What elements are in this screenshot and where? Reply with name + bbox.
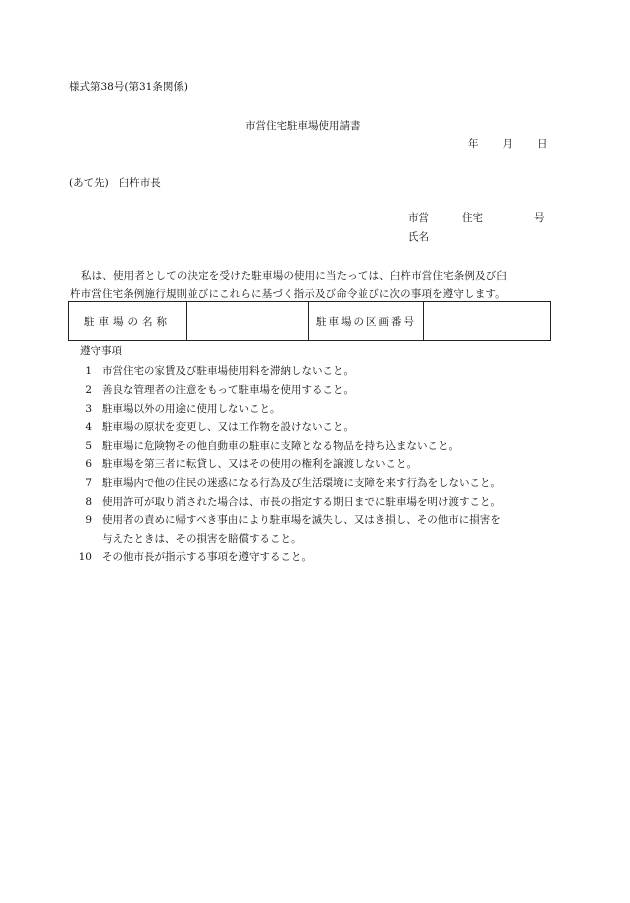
list-item: [70, 385, 354, 396]
rule-number: 7: [85, 477, 92, 489]
rule-number: 1: [85, 365, 92, 377]
applicant-address-line: [408, 213, 545, 224]
parking-name-label: 駐車場の名称: [69, 302, 187, 341]
pledge-paragraph: [70, 267, 555, 303]
applicant-name-label: 氏名: [408, 231, 429, 243]
rule-number: 5: [85, 440, 92, 452]
rules-heading: 遵守事項: [80, 345, 122, 357]
rule-text: 駐車場内で他の住民の迷惑になる行為及び生活環境に支障を来す行為をしないこと。: [102, 477, 501, 489]
rule-number: 8: [85, 496, 92, 508]
list-item: [70, 552, 312, 563]
parking-info-table: [68, 301, 551, 341]
list-item: [70, 404, 281, 415]
parking-name-field[interactable]: [187, 302, 309, 341]
rule-text: 駐車場以外の用途に使用しないこと。: [102, 403, 281, 415]
rule-number: 2: [85, 384, 92, 396]
parking-space-number-label: 駐車場の区画番号: [309, 302, 424, 341]
form-number: 様式第38号(第31条関係): [69, 81, 188, 93]
date-day-label: 日: [537, 138, 548, 150]
rule-text: 駐車場の原状を変更し、又は工作物を設けないこと。: [102, 421, 354, 433]
applicant-municipal-label: 市営: [408, 212, 429, 224]
pledge-line-2: 杵市営住宅条例施行規則並びにこれらに基づく指示及び命令並びに次の事項を遵守します。: [70, 288, 506, 300]
rule-text: 善良な管理者の注意をもって駐車場を使用すること。: [102, 384, 354, 396]
date-month-label: 月: [502, 138, 513, 150]
rule-number: 3: [85, 403, 92, 415]
date-year-label: 年: [468, 138, 479, 150]
pledge-line-1: 私は、使用者としての決定を受けた駐車場の使用に当たっては、臼杵市営住宅条例及び臼: [81, 270, 507, 282]
rule-number: 4: [85, 421, 92, 433]
list-item: [70, 497, 501, 508]
rule-number: 6: [85, 458, 92, 470]
document-title: 市営住宅駐車場使用請書: [245, 120, 361, 132]
list-item: [70, 478, 501, 489]
rule-text: 駐車場を第三者に転貸し、又はその使用の権利を譲渡しないこと。: [102, 458, 417, 470]
rule-text: 使用者の責めに帰すべき事由により駐車場を滅失し、又はき損し、その他市に損害を: [102, 514, 501, 526]
list-item: [70, 515, 501, 526]
applicant-housing-label: 住宅: [462, 212, 483, 224]
applicant-number-label: 号: [534, 212, 545, 224]
list-item-continuation: 与えたときは、その損害を賠償すること。: [102, 533, 302, 545]
rule-text: 使用許可が取り消された場合は、市長の指定する期日までに駐車場を明け渡すこと。: [102, 496, 501, 508]
date-line: [468, 139, 548, 150]
list-item: [70, 422, 354, 433]
list-item: [70, 441, 459, 452]
list-item: [70, 459, 417, 470]
list-item: [70, 366, 354, 377]
addressee-name: 臼杵市長: [118, 177, 161, 189]
parking-space-number-field[interactable]: [424, 302, 551, 341]
rule-text: 駐車場に危険物その他自動車の駐車に支障となる物品を持ち込まないこと。: [102, 440, 459, 452]
addressee-prefix: (あて先): [69, 177, 109, 189]
addressee: [69, 178, 161, 189]
rule-number: 9: [85, 514, 92, 526]
rule-text: その他市長が指示する事項を遵守すること。: [102, 551, 312, 563]
rule-text: 市営住宅の家賃及び駐車場使用料を滞納しないこと。: [102, 365, 354, 377]
table-row: [69, 302, 551, 341]
rule-number: 10: [78, 551, 92, 563]
